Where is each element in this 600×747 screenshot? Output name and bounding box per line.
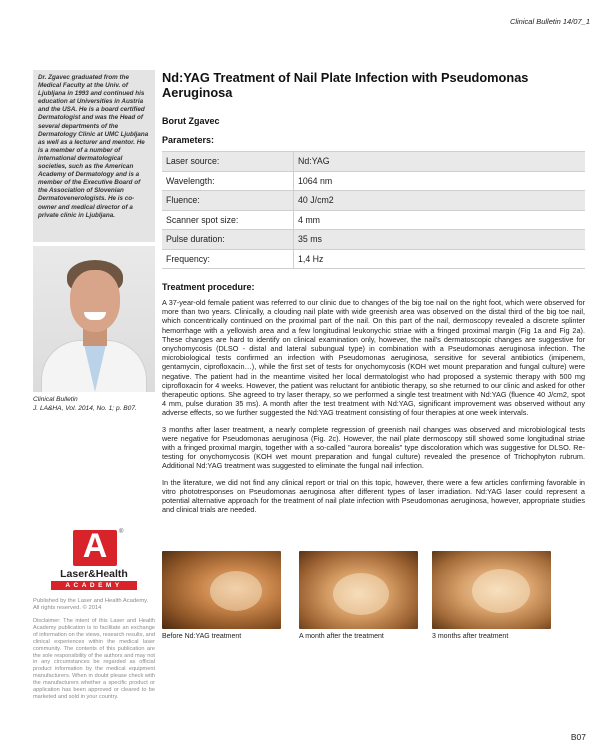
param-row	[162, 250, 585, 270]
citation-journal: Clinical Bulletin	[33, 396, 78, 403]
nail-photo-three-months	[432, 551, 551, 629]
body-paragraph: In the literature, we did not find any clinical report or trial on this topic, however, there were a few articles confirming favorable in vitro phototresponses on Pseudomonas aeruginosa after different types of laser irradiation. Nd:YAG laser could represent a potential alternative approach for the treatment of nail plate infection with Pseudomonas aeruginosa, however, appropriate studies and clinical trials are needed.	[162, 477, 585, 515]
photo-face	[70, 270, 120, 332]
logo-glyph: A	[82, 527, 108, 565]
citation-reference: J. LA&HA, Vol. 2014, No. 1; p. B07.	[33, 404, 137, 412]
figure-three-months	[432, 551, 551, 640]
param-label: Laser source:	[166, 156, 220, 167]
parameters-heading: Parameters:	[162, 135, 215, 145]
body-paragraph: 3 months after laser treatment, a nearly complete regression of greenish nail changes was observed and microbiological tests were negative for Pseudomonas aeruginosa (Fig. 2c). However, the nail plate dermoscopy still showed some longitudinal striae with a fringed proximal margin, together with a so-called "aurora borealis" type discoloration which was suggestive for DLSO. Re-testing for onychomycosis (KOH wet mount preparation and fungal culture) revealed the presence of Trichophyton rubrum. Additional Nd:YAG treatment was suggested to eliminate the fungal nail infection.	[162, 424, 585, 471]
figure-before	[162, 551, 281, 640]
param-label: Pulse duration:	[166, 234, 225, 245]
param-row	[162, 230, 585, 250]
logo-academy: ACADEMY	[51, 581, 137, 590]
param-row	[162, 172, 585, 192]
registered-mark: ®	[119, 529, 124, 535]
author-bio: Dr. Zgavec graduated from the Medical Faculty at the Univ. of Ljubljana in 1993 and continued his education at Universities in Austria and the USA. He is a board certified Dermatologist and was the Head of several departments of the Dermatology Clinic at UMC Ljubljana as well as a lecturer and mentor. He is a member of a number of international dermatological societies, such as the American Academy of Dermatology and is a member of the Executive Board of the Association of Slovenian Dermatovenerologists. He is co-owner and medical director of a private clinic in Ljubljana.	[33, 70, 155, 242]
sidebar	[33, 70, 155, 413]
param-row	[162, 152, 585, 172]
param-row	[162, 211, 585, 231]
procedure-heading: Treatment procedure:	[162, 282, 255, 292]
param-value: 1064 nm	[293, 172, 585, 191]
nail-highlight	[210, 571, 262, 611]
academy-logo	[33, 527, 155, 592]
param-value: 40 J/cm2	[293, 191, 585, 210]
publisher-area	[33, 527, 155, 701]
nail-highlight	[333, 573, 389, 615]
param-value: Nd:YAG	[293, 152, 585, 171]
article-author: Borut Zgavec	[162, 116, 220, 126]
disclaimer: Disclaimer: The intent of this Laser and Health Academy publication is to facilitate an exchange of information on the views, research results, and clinical experiences within the medical laser community. The contents of this publication are the sole responsibility of the authors and may not in any circumstances be regarded as official product information by the medical equipment manufacturers. When in doubt please check with the manufacturers whether a specific product or application has been approved or cleared to be marketed and sold in your country.	[33, 618, 155, 700]
author-photo	[33, 246, 155, 392]
param-value: 1,4 Hz	[293, 250, 585, 269]
logo-mark-icon	[73, 527, 117, 566]
param-label: Scanner spot size:	[166, 214, 239, 225]
param-label: Wavelength:	[166, 175, 215, 186]
article	[162, 70, 585, 514]
figures-row	[162, 551, 585, 641]
param-label: Fluence:	[166, 195, 200, 206]
header-tag: Clinical Bulletin 14/07_1	[509, 17, 590, 26]
param-label: Frequency:	[166, 253, 211, 264]
figure-one-month	[299, 551, 418, 640]
body-paragraph: A 37-year-old female patient was referred to our clinic due to changes of the big toe nail on the right foot, which were observed for more than two years. Clinically, a clouding nail plate with wide greenish area was observed on the distal third of the big toe nail, which concentrically continued on the proximal part of the nail. On this part of the nail, dermoscopy revealed a discrete splinter hemorrhage with a yellowish area and a few longitudinal leukonychic striae with a fringed proximal margin (Fig 1a and Fig 2a). These changes are hard to identify on clinical examination only, however, the nail's dermatoscopic changes are suggestive for onychomycosis (DLSO - distal and lateral subungual type) in combination with a Pseudomonas aeruginosa infection. The microbiological tests confirmed an infection with Pseudomonas aeruginosa, sensitive for several antibiotics (imipenem, gentamycin, ciprofloxacin…), while the first set of tests for onychomycosis (KOH wet mount preparation and fungal culture) were negative. The patient had in the meantime visited her local dermatologist who had proposed a systemic therapy with 500 mg ciprofloxacin for 4 weeks. However, the patient was reluctant for antibiotic therapy, so she returned to our clinic and asked for other therapeutic options. She agreed to try laser therapy, so we performed a single test treatment with Nd:YAG (fluence 40 J/cm2, spot 4 mm, pulse duration 35 ms). A month after the test treatment with Nd:YAG, significant improvement was observed without any adverse effects, so we further suggested the Nd:YAG treatment consisting of four therapies at one week intervals.	[162, 298, 585, 418]
nail-highlight	[472, 569, 530, 613]
logo-name: Laser&Health	[60, 568, 128, 580]
published-notice: Published by the Laser and Health Academy. All rights reserved. © 2014	[33, 598, 149, 611]
nail-photo-one-month	[299, 551, 418, 629]
page-number: B07	[570, 732, 586, 742]
figure-caption: 3 months after treatment	[432, 633, 509, 640]
figure-caption: A month after the treatment	[299, 633, 384, 640]
figure-caption: Before Nd:YAG treatment	[162, 633, 242, 640]
param-row	[162, 191, 585, 211]
citation	[33, 396, 155, 413]
nail-photo-before	[162, 551, 281, 629]
parameters-table	[162, 151, 585, 269]
param-value: 4 mm	[293, 211, 585, 230]
param-value: 35 ms	[293, 230, 585, 249]
article-title: Nd:YAG Treatment of Nail Plate Infection with Pseudomonas Aeruginosa	[162, 70, 529, 100]
